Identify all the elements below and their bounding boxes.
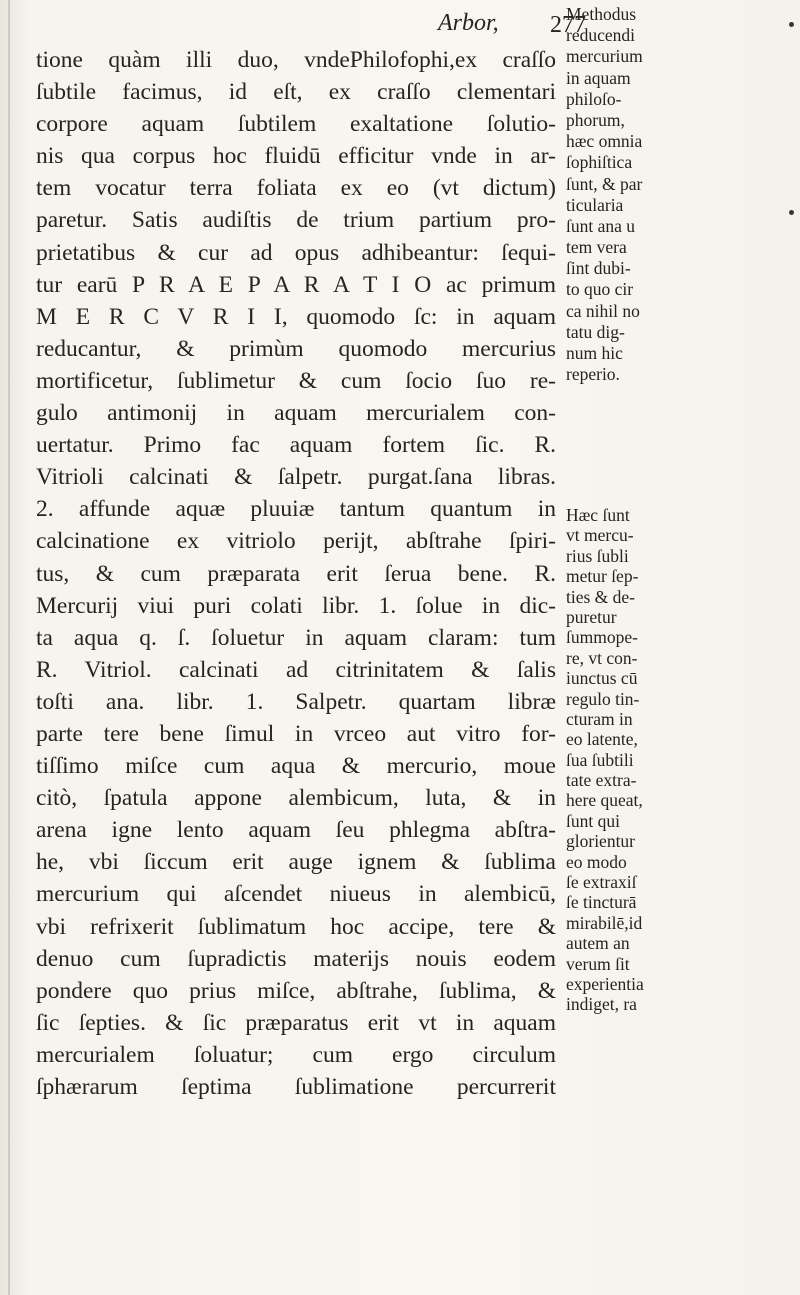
marginal-note-haec-sunt <box>566 505 798 1015</box>
margin-note-line: here queat, <box>566 790 643 811</box>
text-line: Mercurij viui puri colati libr. 1. ſolue in dic- <box>36 592 556 619</box>
margin-note-line: ſophiſtica <box>566 152 633 173</box>
text-line: ſphærarum ſeptima ſublimatione percurrerit <box>36 1074 556 1100</box>
text-line: corpore aquam ſubtilem exaltatione ſolutio- <box>36 111 556 138</box>
margin-note-line: phorum, <box>566 109 625 130</box>
text-line: toſti ana. libr. 1. Salpetr. quartam libræ <box>36 688 556 715</box>
margin-note-line: puretur <box>566 606 617 627</box>
margin-note-line: ſe extraxiſ <box>566 872 637 893</box>
text-line: he, vbi ſiccum erit auge ignem & ſublima <box>36 849 556 876</box>
margin-note-line: Hæc ſunt <box>566 505 630 525</box>
text-line: mercurialem ſoluatur; cum ergo circulum <box>36 1041 556 1068</box>
gutter-shadow <box>8 0 10 1295</box>
text-line: nis qua corpus hoc fluidū efficitur vnde in ar- <box>36 143 556 170</box>
text-line: parte tere bene ſimul in vrceo aut vitro for- <box>36 720 556 747</box>
margin-note-line: glorientur <box>566 831 636 852</box>
margin-note-line: ſunt ana u <box>566 215 636 236</box>
margin-note-line: Methodus <box>566 4 636 24</box>
margin-note-line: num hic <box>566 343 623 363</box>
main-text-block <box>36 44 556 1103</box>
margin-note-line: tem vera <box>566 237 627 258</box>
margin-note-line: ſunt, & par <box>566 173 643 194</box>
margin-note-line: reperio. <box>566 364 620 385</box>
margin-note-line: regulo tin- <box>566 688 640 709</box>
margin-note-line: hæc omnia <box>566 131 643 152</box>
margin-note-line: cturam in <box>566 708 633 729</box>
margin-note-line: metur ſep- <box>566 566 639 587</box>
text-line: mortificetur, ſublimetur & cum ſocio ſuo re- <box>36 367 556 394</box>
running-head: Arbor, <box>438 10 499 36</box>
margin-note-line: verum ſit <box>566 953 630 974</box>
margin-note-line: ſe tincturā <box>566 892 637 913</box>
text-line: vbi refrixerit ſublimatum hoc accipe, tere & <box>36 913 556 940</box>
margin-note-line: autem an <box>566 933 630 954</box>
margin-note-line: iunctus cū <box>566 668 638 689</box>
margin-note-line: philoſo- <box>566 88 622 109</box>
text-line: tus, & cum præparata erit ſerua bene. R. <box>36 560 556 587</box>
ink-speck <box>789 22 794 27</box>
margin-note-line: rius ſubli <box>566 545 629 566</box>
text-line: ſubtile facimus, id eſt, ex craſſo clementari <box>36 79 556 106</box>
ink-speck <box>789 210 794 215</box>
text-line: arena igne lento aquam ſeu phlegma abſtra- <box>36 817 556 844</box>
text-line: paretur. Satis audiſtis de trium partium pro- <box>36 207 556 234</box>
text-line: prietatibus & cur ad opus adhibeantur: ſequi- <box>36 239 556 266</box>
margin-note-line: ticularia <box>566 194 624 215</box>
text-line: tiſſimo miſce cum aqua & mercurio, moue <box>36 753 556 780</box>
margin-note-line: reducendi <box>566 25 635 46</box>
margin-note-line: vt mercu- <box>566 525 634 546</box>
page-number: 277 <box>550 12 586 38</box>
margin-note-line: experientia <box>566 973 644 994</box>
margin-note-line: ſunt qui <box>566 810 620 831</box>
text-line: uertatur. Primo fac aquam fortem ſic. R. <box>36 432 556 459</box>
text-line: Vitrioli calcinati & ſalpetr. purgat.ſana libras. <box>36 464 556 491</box>
margin-note-line: in aquam <box>566 67 631 88</box>
text-line: 2. affunde aquæ pluuiæ tantum quantum in <box>36 496 556 523</box>
margin-note-line: ſint dubi- <box>566 258 631 279</box>
text-line: ta aqua q. ſ. ſoluetur in aquam claram: tum <box>36 624 556 651</box>
margin-note-line: ſummope- <box>566 627 638 648</box>
text-line: tione quàm illi duo, vndePhilofophi,ex craſſo <box>36 47 556 73</box>
marginal-note-methodus <box>566 4 798 385</box>
margin-note-line: tatu dig- <box>566 321 625 342</box>
text-line: reducantur, & primùm quomodo mercurius <box>36 335 556 362</box>
text-line: mercurium qui aſcendet niueus in alembicū, <box>36 881 556 908</box>
margin-note-line: ſua ſubtili <box>566 749 634 770</box>
text-line: tur earū P R A E P A R A T I O ac primum <box>36 271 556 298</box>
text-line: gulo antimonij in aquam mercurialem con- <box>36 400 556 427</box>
margin-note-line: indiget, ra <box>566 994 637 1015</box>
margin-note-line: to quo cir <box>566 279 634 300</box>
margin-note-line: mercurium <box>566 46 643 67</box>
margin-note-line: eo latente, <box>566 729 638 750</box>
text-line: pondere quo prius miſce, abſtrahe, ſublima, & <box>36 977 556 1004</box>
margin-note-line: ties & de- <box>566 586 636 607</box>
text-line: M E R C V R I I, quomodo ſc: in aquam <box>36 303 556 330</box>
margin-note-line: tate extra- <box>566 770 637 791</box>
text-line: denuo cum ſupradictis materijs nouis eodem <box>36 945 556 972</box>
margin-note-line: ca nihil no <box>566 300 640 321</box>
text-line: citò, ſpatula appone alembicum, luta, & in <box>36 785 556 812</box>
margin-note-line: mirabilē,id <box>566 912 643 933</box>
text-line: ſic ſepties. & ſic præparatus erit vt in aquam <box>36 1009 556 1036</box>
text-line: tem vocatur terra foliata ex eo (vt dictum) <box>36 175 556 202</box>
text-line: calcinatione ex vitriolo perijt, abſtrahe ſpiri- <box>36 528 556 555</box>
margin-note-line: re, vt con- <box>566 647 638 668</box>
margin-note-line: eo modo <box>566 851 627 872</box>
text-line: R. Vitriol. calcinati ad citrinitatem & ſalis <box>36 656 556 683</box>
